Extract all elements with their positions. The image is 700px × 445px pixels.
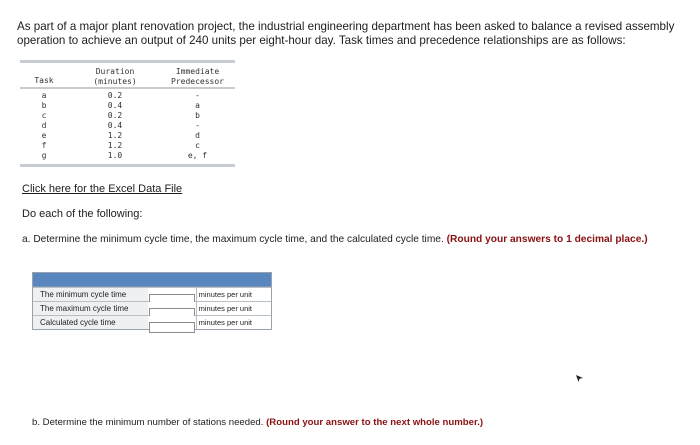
task-table-body — [20, 89, 235, 164]
predecessor-cell: c — [195, 141, 200, 150]
task-id-cell: a — [41, 91, 47, 100]
part-a-question — [22, 234, 662, 246]
answer-table-header — [33, 273, 271, 287]
duration-header-line1: Duration — [95, 67, 135, 76]
excel-data-file-link[interactable]: Click here for the Excel Data File — [22, 183, 183, 195]
task-id-cell: c — [41, 111, 47, 120]
answer-row-calc-cycle — [33, 315, 271, 329]
task-row — [20, 101, 235, 111]
duration-cell: 0.2 — [107, 91, 123, 100]
task-row — [20, 111, 235, 121]
task-table-header — [20, 63, 235, 89]
task-row — [20, 141, 235, 151]
task-row — [20, 151, 235, 161]
answer-row-max-cycle — [33, 301, 271, 315]
predecessor-cell: d — [195, 131, 200, 140]
duration-cell: 0.4 — [107, 101, 123, 110]
mouse-cursor-icon — [575, 374, 584, 383]
task-column-header: Task — [34, 76, 54, 85]
task-data-table — [20, 60, 235, 167]
task-id-cell: d — [41, 121, 47, 130]
calc-cycle-unit: minutes per unit — [196, 316, 271, 329]
task-row — [20, 121, 235, 131]
answer-row-min-cycle — [33, 287, 271, 301]
predecessor-column-header — [160, 67, 235, 87]
duration-column-header — [80, 67, 150, 87]
calc-cycle-label: Calculated cycle time — [33, 316, 148, 329]
duration-cell: 1.0 — [107, 151, 123, 160]
duration-cell: 1.2 — [107, 131, 123, 140]
part-b-text: b. Determine the minimum number of stations needed. — [32, 417, 264, 428]
pred-header-line2: Predecessor — [171, 77, 224, 86]
task-id-cell: f — [41, 141, 47, 150]
calc-cycle-input[interactable] — [149, 322, 195, 333]
part-b-question — [32, 417, 483, 428]
answer-table — [32, 272, 272, 330]
duration-cell: 1.2 — [107, 141, 123, 150]
predecessor-cell: a — [195, 101, 200, 110]
min-cycle-unit: minutes per unit — [196, 288, 271, 301]
part-b-rounding-note: (Round your answer to the next whole number.) — [266, 417, 484, 428]
min-cycle-label: The minimum cycle time — [33, 288, 148, 301]
task-id-cell: g — [41, 151, 47, 160]
pred-header-line1: Immediate — [175, 67, 220, 76]
problem-intro: As part of a major plant renovation project, the industrial engineering department has been asked to balance a revised assembly operation to achieve an output of 240 units per eight-hour day. Task times and precedence relationships are as follows: — [17, 20, 675, 47]
task-id-cell: b — [41, 101, 47, 110]
predecessor-cell: e, f — [187, 151, 208, 160]
task-id-cell: e — [41, 131, 47, 140]
duration-cell: 0.2 — [107, 111, 123, 120]
task-row — [20, 91, 235, 101]
predecessor-cell: b — [195, 111, 200, 120]
duration-header-line2: (minutes) — [93, 77, 137, 86]
predecessor-cell: - — [195, 91, 200, 100]
task-row — [20, 131, 235, 141]
part-a-text: a. Determine the minimum cycle time, the maximum cycle time, and the calculated cycle time. — [22, 234, 444, 245]
part-a-rounding-note: (Round your answers to 1 decimal place.) — [446, 234, 648, 245]
max-cycle-label: The maximum cycle time — [33, 302, 148, 315]
duration-cell: 0.4 — [107, 121, 123, 130]
instructions-text: Do each of the following: — [22, 208, 143, 220]
max-cycle-unit: minutes per unit — [196, 302, 271, 315]
predecessor-cell: - — [195, 121, 200, 130]
